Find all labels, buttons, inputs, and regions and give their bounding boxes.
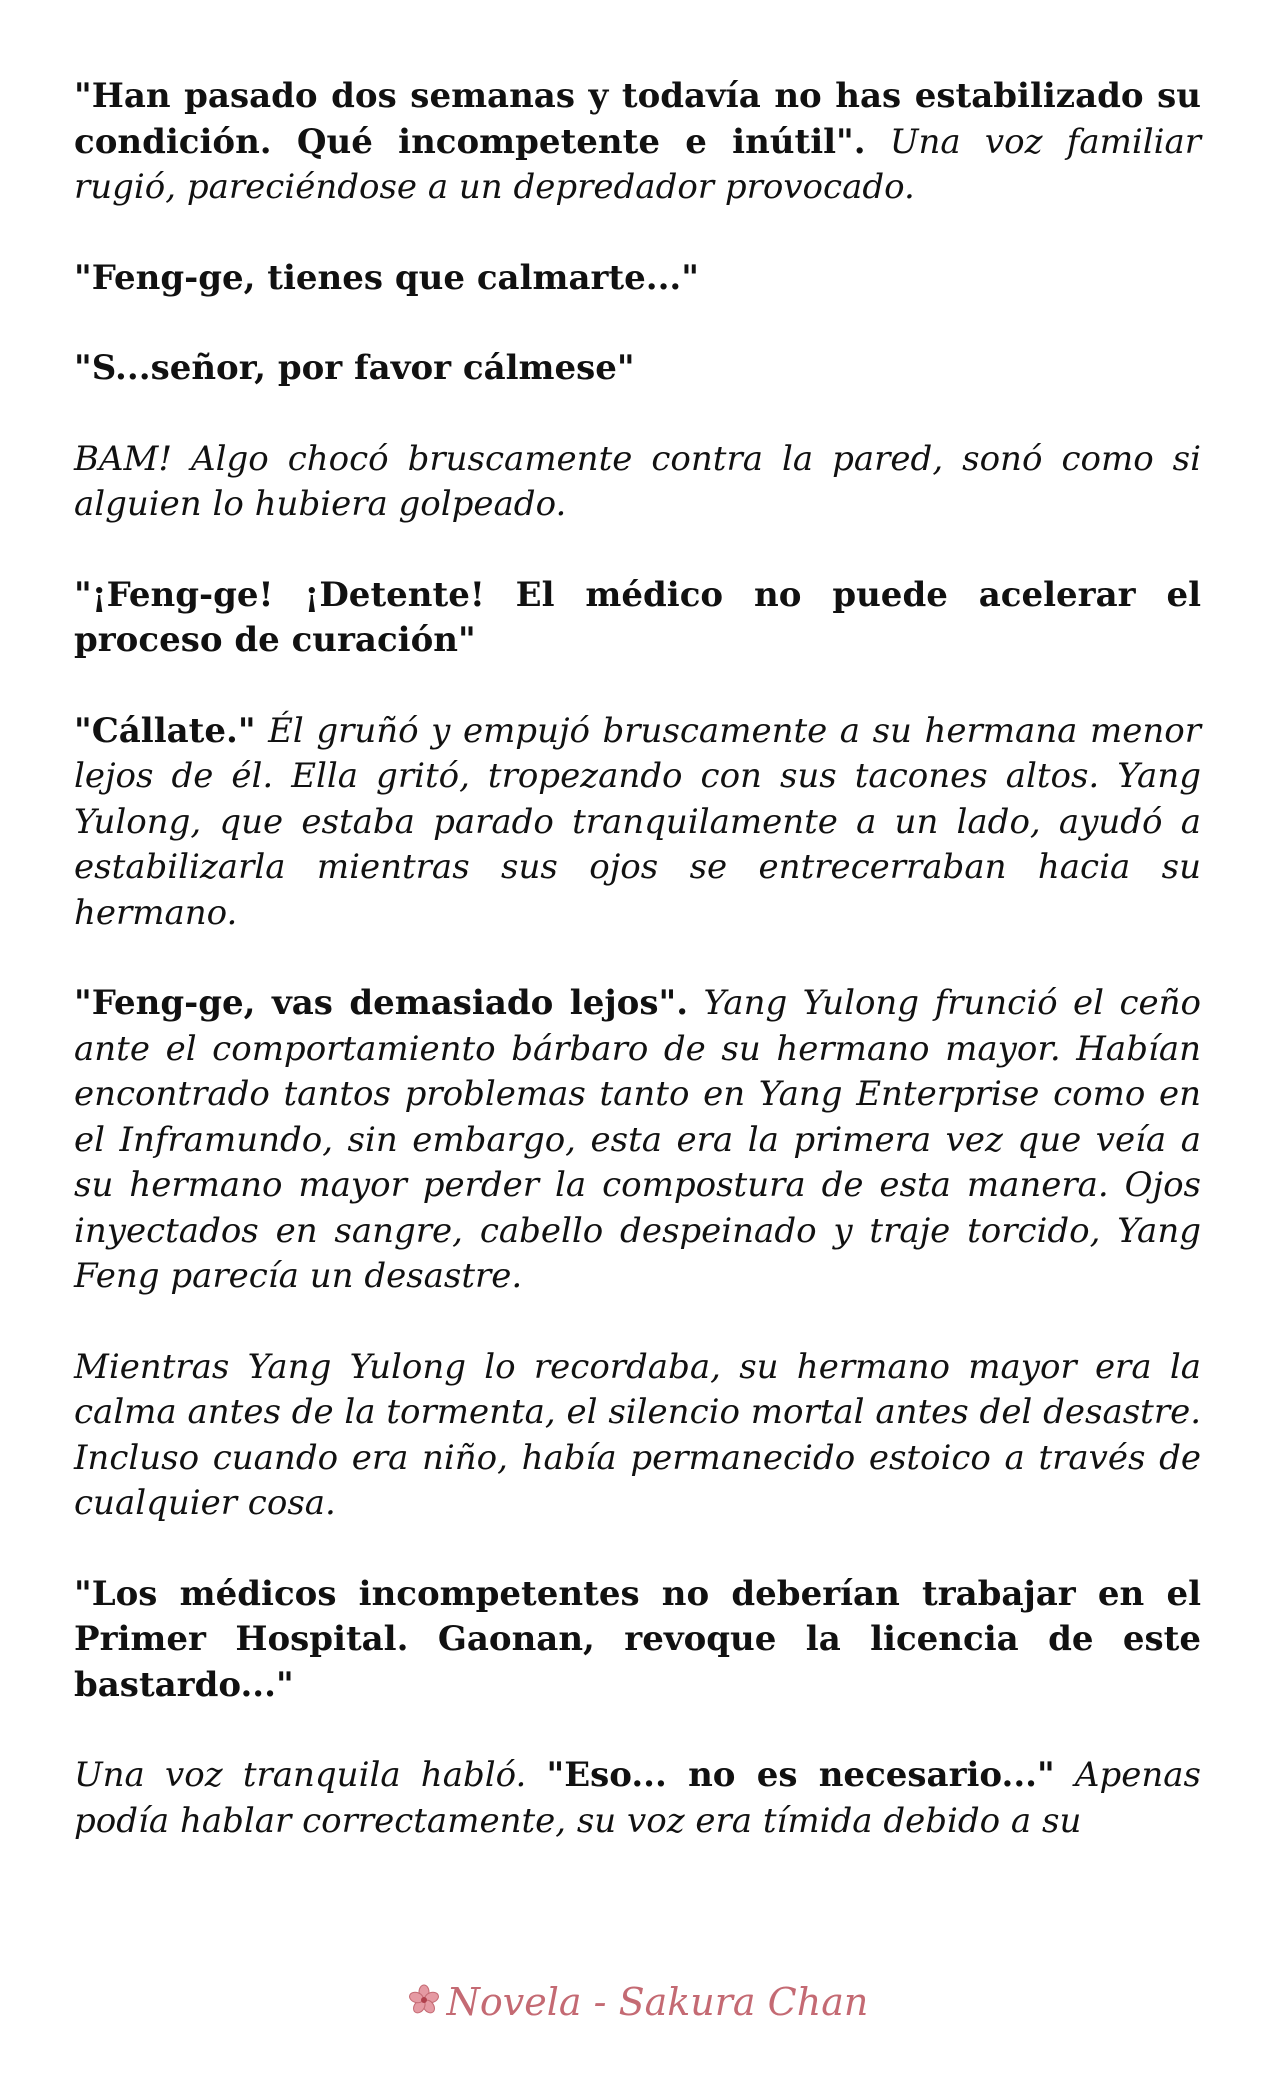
document-body (74, 74, 1201, 1844)
paragraph-8 (74, 1345, 1201, 1527)
watermark-footer (0, 1980, 1275, 2024)
paragraph-10 (74, 1753, 1201, 1844)
dialogue-text: "Han pasado dos semanas y todavía no has estabilizado su condición. Qué incompetente e inútil". (74, 76, 1201, 162)
paragraph-6 (74, 709, 1201, 937)
paragraph-2 (74, 256, 1201, 302)
paragraph-3 (74, 346, 1201, 392)
narration-text: Él gruñó y empujó bruscamente a su hermana menor lejos de él. Ella gritó, tropezando con sus tacones altos. Yang Yulong, que estaba parado tranquilamente a un lado, ayudó a estabilizarla mientras sus ojos se entrecerraban hacia su hermano. (74, 710, 1201, 933)
paragraph-9 (74, 1572, 1201, 1709)
paragraph-5 (74, 573, 1201, 664)
dialogue-text: "Los médicos incompetentes no deberían trabajar en el Primer Hospital. Gaonan, revoque la licencia de este bastardo..." (74, 1573, 1201, 1705)
dialogue-text: "Feng-ge, vas demasiado lejos". (74, 983, 689, 1023)
narration-text: Una voz tranquila habló. (74, 1755, 547, 1795)
dialogue-text: "Eso... no es necesario..." (546, 1755, 1055, 1795)
dialogue-text: "Feng-ge, tienes que calmarte..." (74, 257, 699, 298)
narration-text: BAM! Algo chocó bruscamente contra la pared, sonó como si alguien lo hubiera golpeado. (74, 438, 1201, 524)
narration-text: Yang Yulong frunció el ceño ante el comportamiento bárbaro de su hermano mayor. Habían encontrado tantos problemas tanto en Yang Enterprise como en el Inframundo, sin embargo, esta era la primera vez que veía a su hermano mayor perder la compostura de esta manera. Ojos inyectados en sangre, cabello despeinado y traje torcido, Yang Feng parecía un desastre. (74, 983, 1201, 1296)
narration-text: Mientras Yang Yulong lo recordaba, su hermano mayor era la calma antes de la tormenta, el silencio mortal antes del desastre. Incluso cuando era niño, había permanecido estoico a través de cualquier cosa. (74, 1346, 1202, 1523)
dialogue-text: "Cállate." (74, 710, 256, 751)
dialogue-text: "¡Feng-ge! ¡Detente! El médico no puede acelerar el proceso de curación" (74, 574, 1201, 660)
narration-text: Apenas podía hablar correctamente, su voz era tímida debido a su (74, 1755, 1201, 1841)
narration-text: Una voz familiar rugió, pareciéndose a un depredador provocado. (74, 121, 1201, 207)
paragraph-7 (74, 981, 1201, 1300)
paragraph-4 (74, 437, 1201, 528)
cherry-blossom-icon (407, 1983, 441, 2017)
dialogue-text: "S...señor, por favor cálmese" (74, 348, 635, 388)
watermark-text: Novela - Sakura Chan (446, 1980, 869, 2024)
paragraph-1 (74, 74, 1201, 211)
